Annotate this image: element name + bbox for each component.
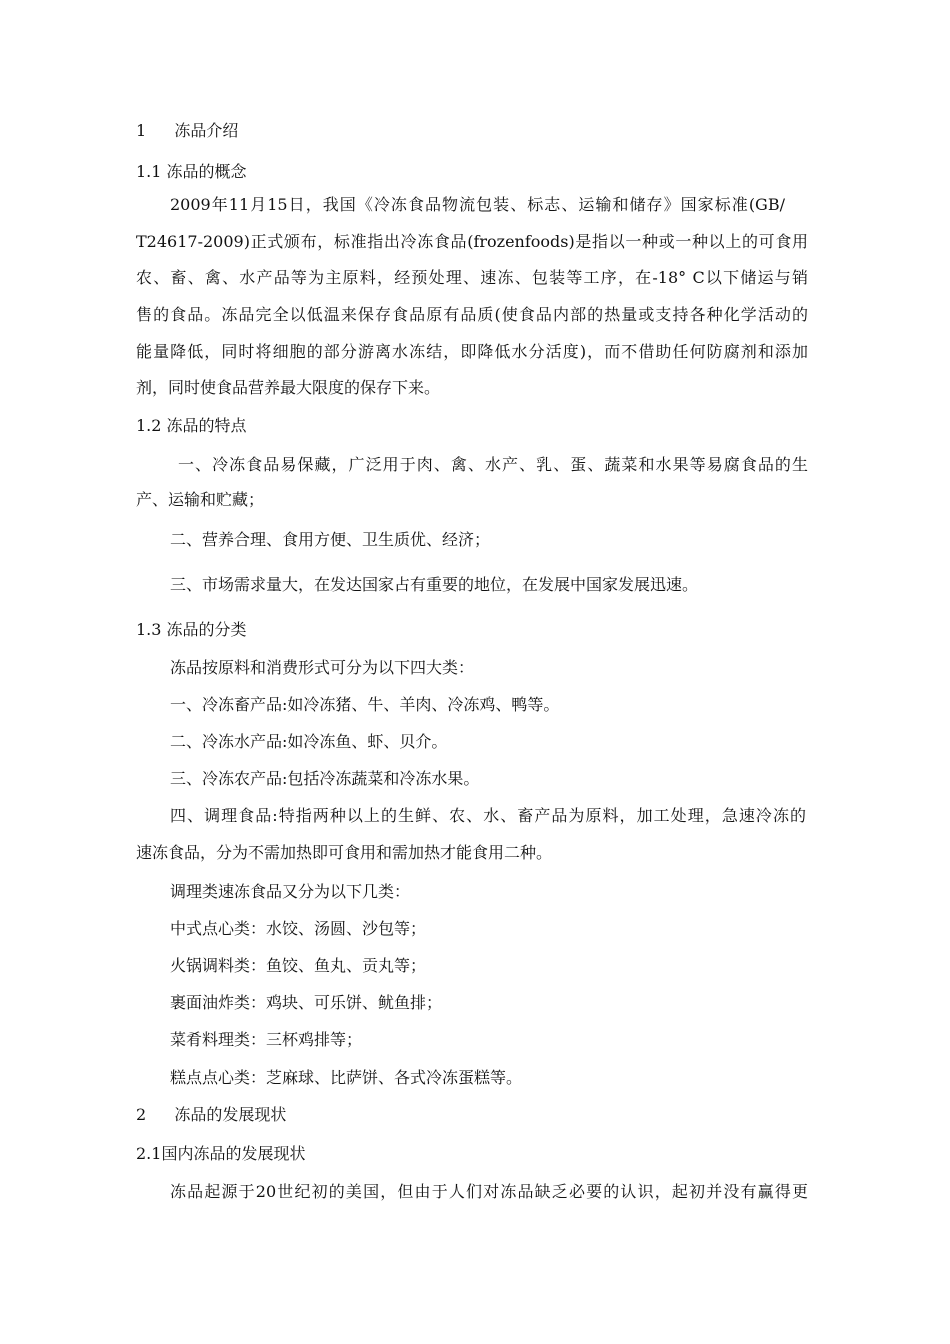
heading-2-title: 冻品的发展现状 xyxy=(174,1105,287,1124)
heading-1-number: 1 xyxy=(136,121,147,140)
class-line-7: 调理类速冻食品又分为以下几类： xyxy=(170,882,411,901)
class-line-9: 火锅调料类：鱼饺、鱼丸、贡丸等； xyxy=(170,956,427,975)
class-line-5: 四、调理食品:特指两种以上的生鲜、农、水、畜产品为原料，加工处理，急速冷冻的 xyxy=(170,806,806,825)
feature-line-3: 二、营养合理、食用方便、卫生质优、经济； xyxy=(170,530,491,549)
feature-line-4: 三、市场需求量大，在发达国家占有重要的地位，在发展中国家发展迅速。 xyxy=(170,575,699,594)
heading-1-2: 1.2 冻品的特点 xyxy=(136,416,247,435)
heading-1-1: 1.1 冻品的概念 xyxy=(136,162,247,181)
heading-1-3: 1.3 冻品的分类 xyxy=(136,620,247,639)
concept-line-6: 剂，同时使食品营养最大限度的保存下来。 xyxy=(136,378,441,397)
feature-line-2: 产、运输和贮藏； xyxy=(136,490,265,509)
heading-1-title: 冻品介绍 xyxy=(174,121,239,140)
class-line-6: 速冻食品，分为不需加热即可食用和需加热才能食用二种。 xyxy=(136,843,553,862)
heading-1 xyxy=(136,121,238,141)
class-line-2: 一、冷冻畜产品:如冷冻猪、牛、羊肉、冷冻鸡、鸭等。 xyxy=(170,695,560,714)
concept-line-3: 农、畜、禽、水产品等为主原料，经预处理、速冻、包装等工序，在-18° C以下储运与销 xyxy=(136,268,808,287)
class-line-12: 糕点点心类：芝麻球、比萨饼、各式冷冻蛋糕等。 xyxy=(170,1068,523,1087)
concept-line-2: T24617-2009)正式颁布，标准指出冷冻食品(frozenfoods)是指以一种或一种以上的可食用 xyxy=(136,232,808,251)
class-line-8: 中式点心类：水饺、汤圆、沙包等； xyxy=(170,919,427,938)
class-line-10: 裹面油炸类：鸡块、可乐饼、鱿鱼排； xyxy=(170,993,443,1012)
feature-line-1: 一、冷冻食品易保藏，广泛用于肉、禽、水产、乳、蛋、蔬菜和水果等易腐食品的生 xyxy=(178,455,808,474)
concept-line-1: 2009年11月15日，我国《冷冻食品物流包装、标志、运输和储存》国家标准(GB/ xyxy=(170,195,785,214)
concept-line-5: 能量降低，同时将细胞的部分游离水冻结，即降低水分活度)，而不借助任何防腐剂和添加 xyxy=(136,342,808,361)
heading-2-1: 2.1国内冻品的发展现状 xyxy=(136,1144,306,1163)
concept-line-4: 售的食品。冻品完全以低温来保存食品原有品质(使食品内部的热量或支持各种化学活动的 xyxy=(136,305,808,324)
class-line-3: 二、冷冻水产品:如冷冻鱼、虾、贝介。 xyxy=(170,732,448,751)
class-line-1: 冻品按原料和消费形式可分为以下四大类： xyxy=(170,658,475,677)
class-line-11: 菜肴料理类：三杯鸡排等； xyxy=(170,1030,363,1049)
heading-2-number: 2 xyxy=(136,1105,147,1124)
heading-2 xyxy=(136,1105,286,1125)
class-line-4: 三、冷冻农产品:包括冷冻蔬菜和冷冻水果。 xyxy=(170,769,480,788)
history-line-1: 冻品起源于20世纪初的美国，但由于人们对冻品缺乏必要的认识，起初并没有赢得更 xyxy=(170,1182,808,1201)
